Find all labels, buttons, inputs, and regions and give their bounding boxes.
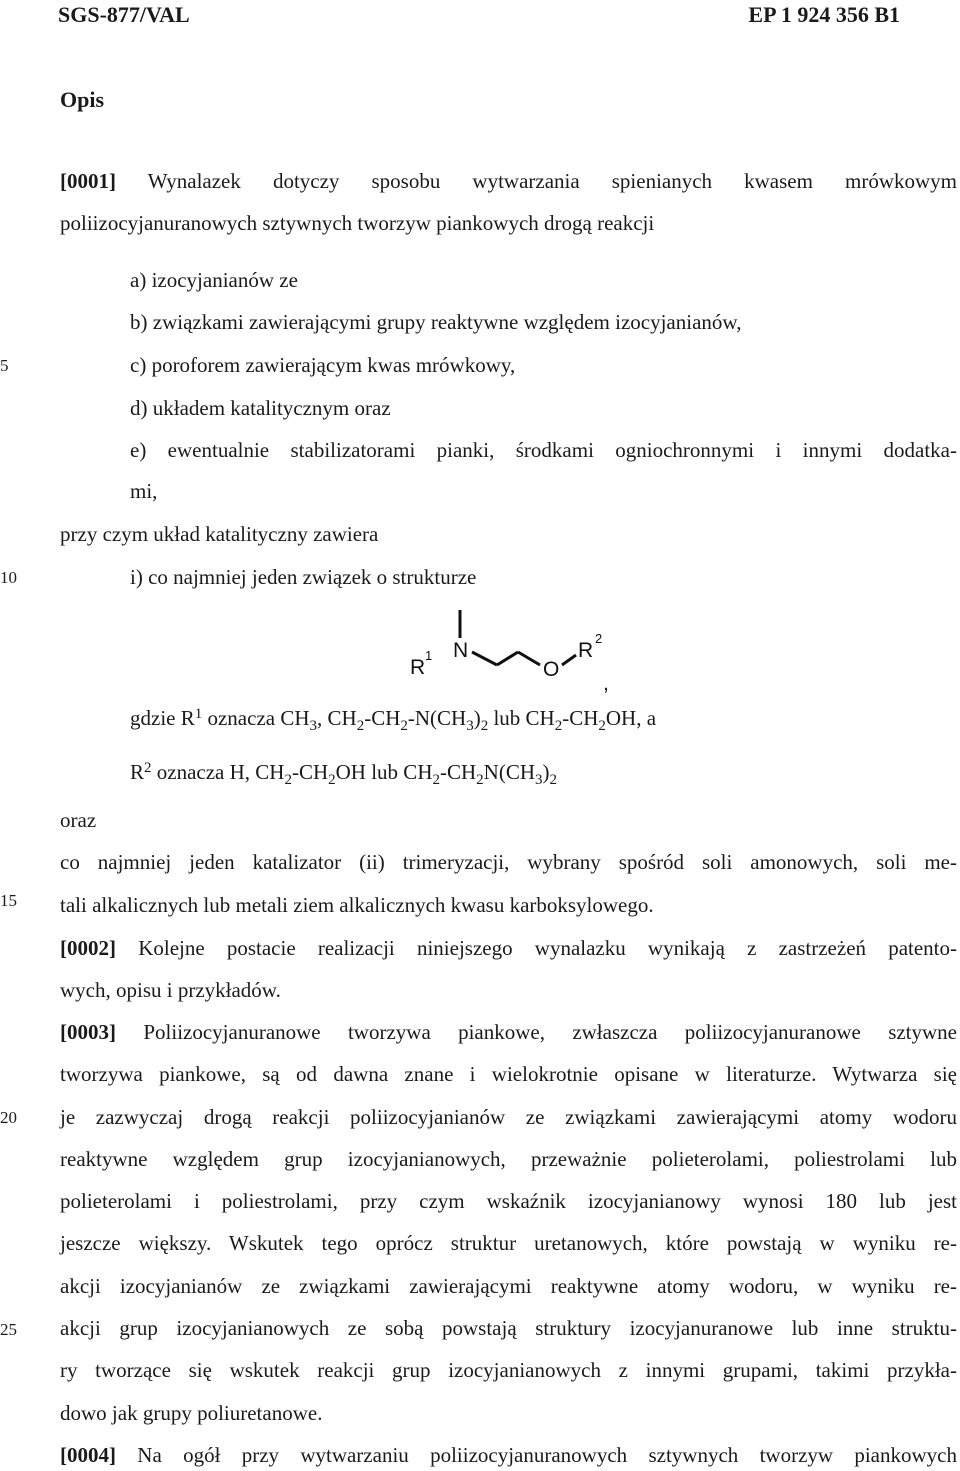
r2-definition: $R^2$ oznacza H, $CH_2-CH_2OH$ lub $CH_2-CH_2N(CH_3)_2$ — [130, 760, 557, 788]
paragraph-0003-line: polieterolami i poliestrolami, przy czym wskaźnik izocyjanianowy wynosi 180 lub jest — [60, 1189, 957, 1213]
paragraph-0003-line: je zazwyczaj drogą reakcji poliizocyjanianów ze związkami zawierającymi atomy wodoru — [60, 1105, 957, 1129]
paragraph-number: [0002] — [60, 936, 116, 960]
catalyst-ii-line: tali alkalicznych lub metali ziem alkalicznych kwasu karboksylowego. — [60, 893, 654, 917]
header-document-code: SGS-877/VAL — [58, 2, 190, 27]
r1-superscript: 1 — [425, 648, 433, 663]
oraz-text: oraz — [60, 808, 97, 832]
bond-line — [562, 655, 576, 665]
paragraph-0003-line: akcji izocyjanianów ze związkami zawierającymi reaktywne atomy wodoru, w wyniku re- — [60, 1274, 957, 1298]
line-number: 10 — [0, 568, 17, 587]
paragraph-0003-line: dowo jak grupy poliuretanowe. — [60, 1401, 323, 1425]
line-number: 5 — [0, 356, 9, 375]
paragraph-number: [0001] — [60, 169, 116, 193]
paragraph-0003-line: jeszcze większy. Wskutek tego oprócz struktur uretanowych, które powstają w wyniku re- — [60, 1231, 957, 1255]
list-item-e-continued: mi, — [130, 479, 158, 503]
r2-superscript: 2 — [595, 631, 603, 646]
paragraph-0003-line: [0003] Poliizocyjanuranowe tworzywa piankowe, zwłaszcza poliizocyjanuranowe sztywne — [60, 1020, 958, 1044]
bond-line — [472, 652, 497, 665]
paragraph-0003-line: reaktywne względem grup izocyjanianowych, przeważnie polieterolami, poliestrolami lub — [60, 1147, 957, 1171]
r2-label: R — [578, 639, 594, 662]
list-item-c: c) poroforem zawierającym kwas mrówkowy, — [130, 353, 516, 377]
paragraph-0002-line: wych, opisu i przykładów. — [60, 978, 281, 1002]
list-item-e: e) ewentualnie stabilizatorami pianki, środkami ogniochronnymi i innymi dodatka- — [130, 438, 957, 462]
paragraph-0003-line: ry tworzące się wskutek reakcji grup izocyjanianowych z innymi grupami, takimi przykła- — [60, 1358, 957, 1382]
bond-line — [518, 652, 540, 665]
paragraph-number: [0004] — [60, 1443, 116, 1467]
list-item-d: d) układem katalitycznym oraz — [130, 396, 391, 420]
nitrogen-atom-label: N — [453, 639, 469, 662]
r1-label: R — [410, 656, 426, 679]
paragraph-0001-line: [0001] Wynalazek dotyczy sposobu wytwarzania spienianych kwasem mrówkowym — [60, 169, 958, 193]
paragraph-0004-line: [0004] Na ogół przy wytwarzaniu poliizocyjanuranowych sztywnych tworzyw piankowych — [60, 1443, 957, 1467]
paragraph-0003-line: tworzywa piankowe, są od dawna znane i wielokrotnie opisane w literaturze. Wytwarza się — [60, 1062, 957, 1086]
paragraph-0003-line: akcji grup izocyjanianowych ze sobą powstają struktury izocyjanuranowe lub inne struktu- — [60, 1316, 957, 1340]
paragraph-number: [0003] — [60, 1020, 116, 1044]
line-number: 15 — [0, 891, 17, 910]
list-item-b: b) związkami zawierającymi grupy reaktywne względem izocyjanianów, — [130, 310, 742, 334]
oxygen-atom-label: O — [543, 658, 560, 681]
structure-comma: , — [603, 672, 609, 695]
list-item-i: i) co najmniej jeden związek o strukturze — [130, 565, 477, 589]
list-item-a: a) izocyjanianów ze — [130, 268, 298, 292]
chemical-structure — [400, 600, 630, 695]
line-number: 25 — [0, 1320, 17, 1339]
paragraph-0001-line: poliizocyjanuranowych sztywnych tworzyw piankowych drogą reakcji — [60, 211, 655, 235]
section-title: Opis — [60, 87, 105, 112]
catalyst-ii-line: co najmniej jeden katalizator (ii) trimeryzacji, wybrany spośród soli amonowych, soli me- — [60, 850, 957, 874]
bond-line — [497, 652, 518, 665]
r1-definition: gdzie $R^1$ oznacza $CH_3$, $CH_2-CH_2-N(CH_3)_2$ lub $CH_2-CH_2OH$, a — [130, 706, 657, 734]
catalyst-intro: przy czym układ katalityczny zawiera — [60, 522, 379, 546]
header-patent-number: EP 1 924 356 B1 — [748, 2, 900, 27]
line-number: 20 — [0, 1108, 17, 1127]
paragraph-0002-line: [0002] Kolejne postacie realizacji niniejszego wynalazku wynikają z zastrzeżeń patento- — [60, 936, 958, 960]
